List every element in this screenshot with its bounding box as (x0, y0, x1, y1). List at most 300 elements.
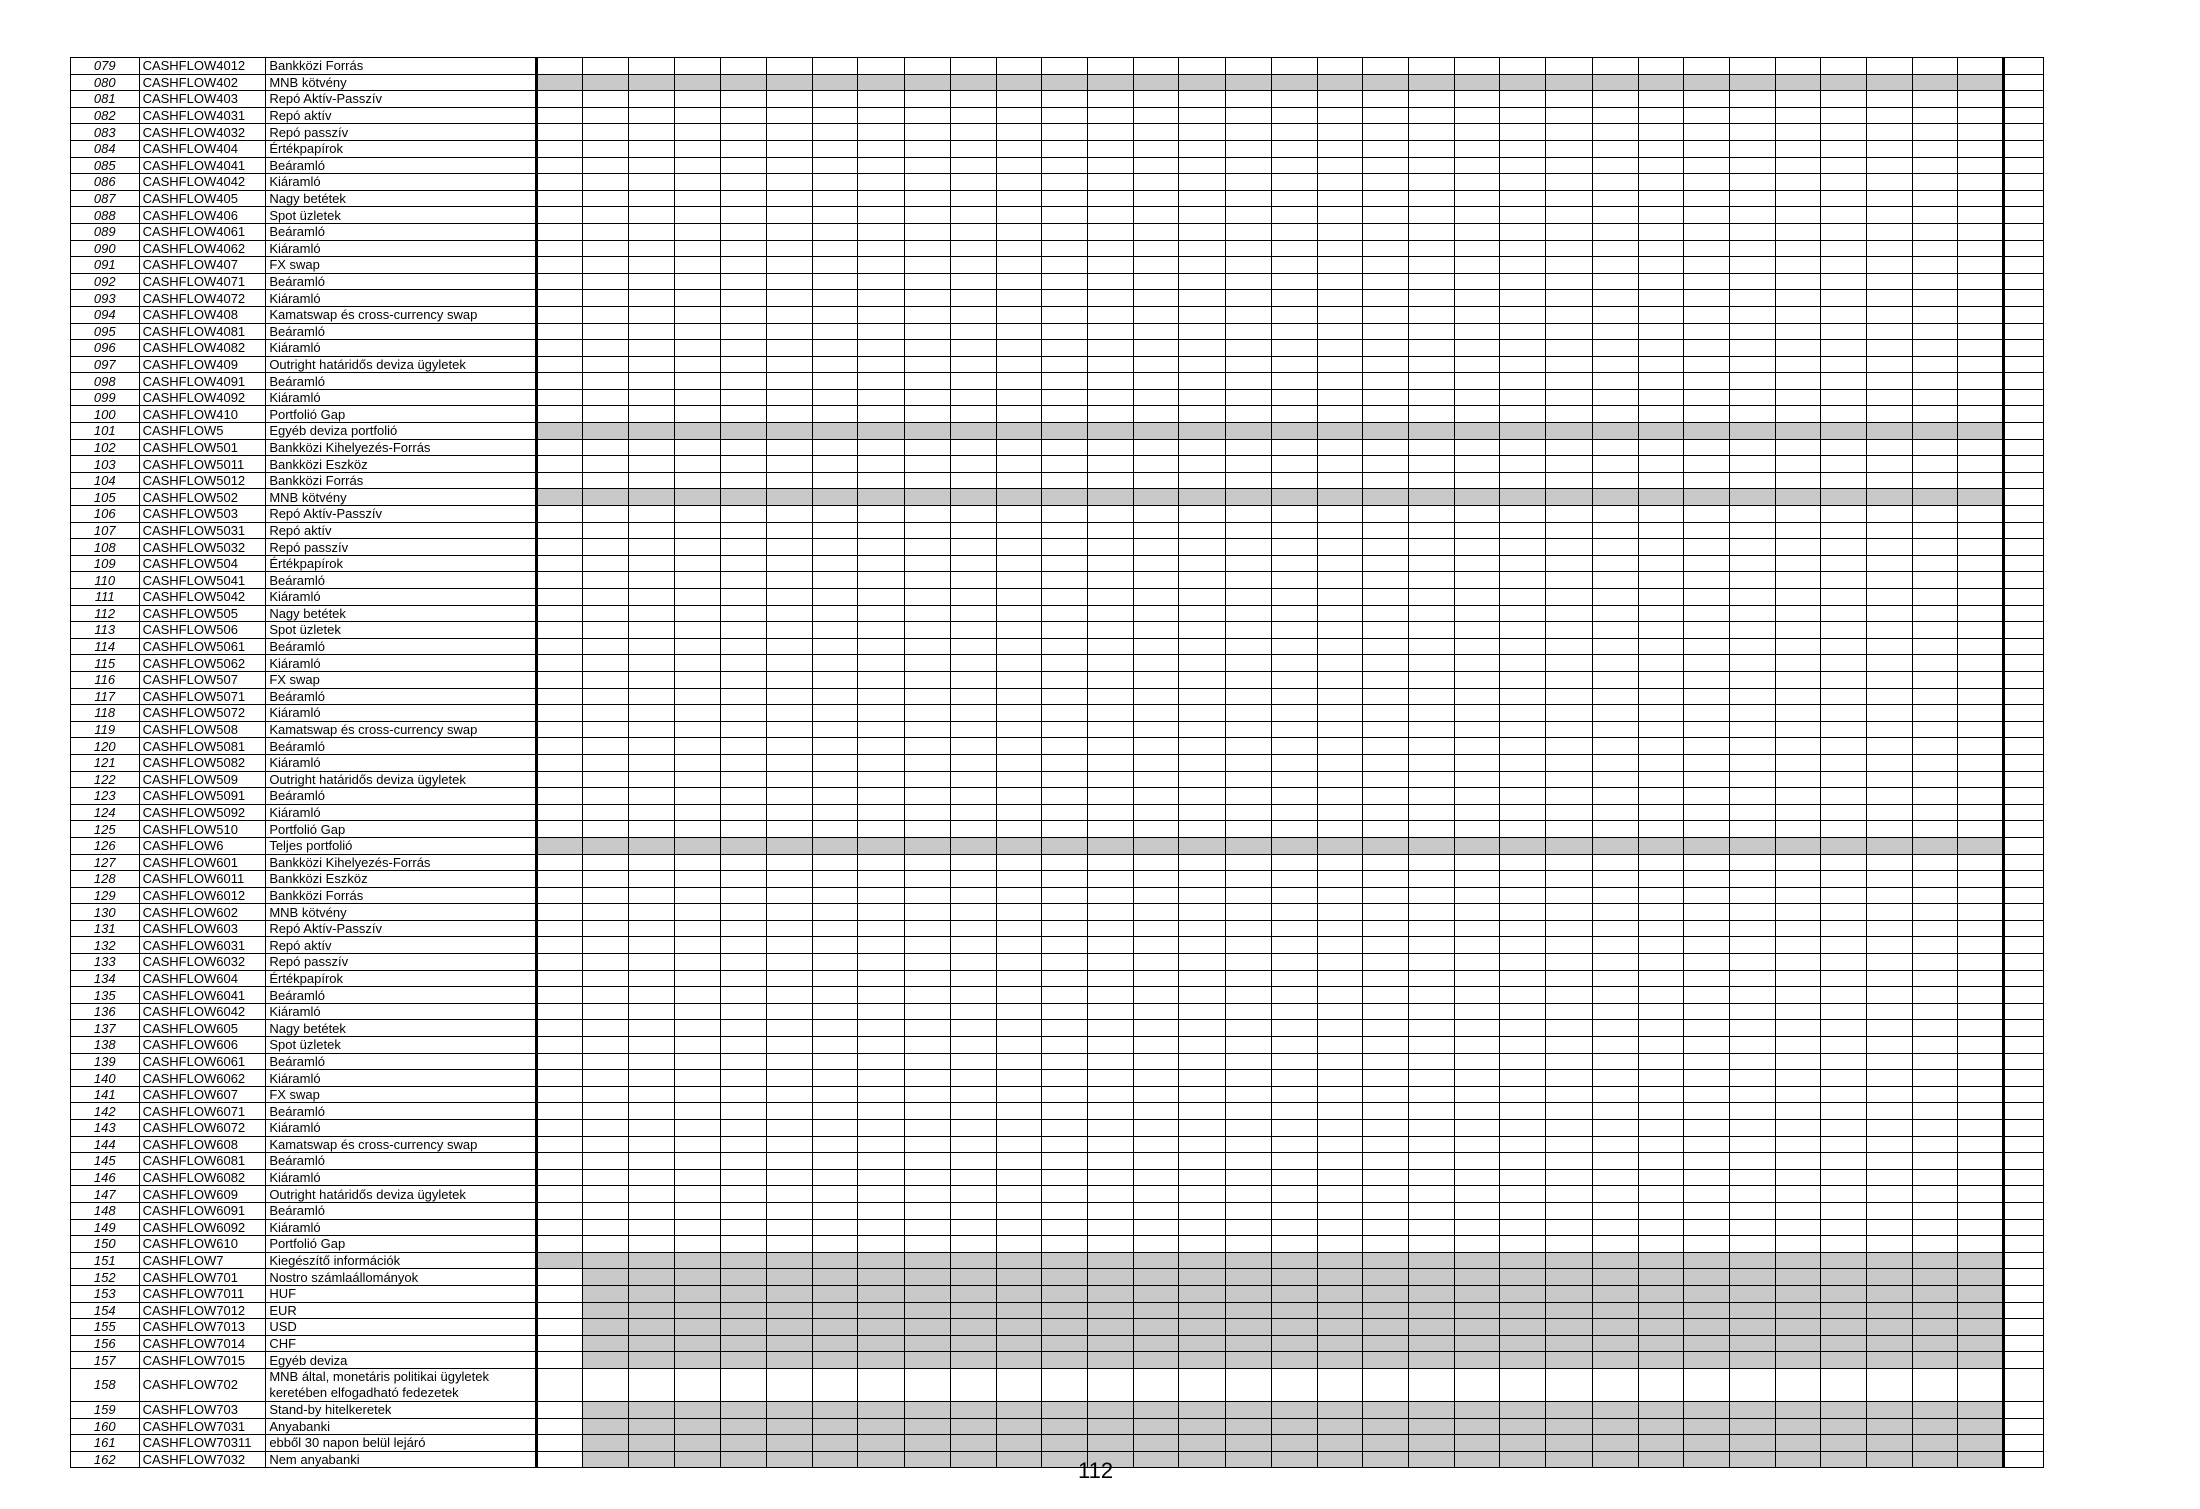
value-cell (1912, 555, 1958, 572)
value-cell (1408, 140, 1454, 157)
value-cell (1821, 373, 1867, 390)
value-cell (583, 837, 629, 854)
value-cell (1684, 1401, 1730, 1418)
value-cell (1271, 91, 1317, 108)
value-cell (1912, 1352, 1958, 1369)
value-cell (1729, 190, 1775, 207)
value-cell (996, 1219, 1042, 1236)
table-row (71, 1053, 2044, 1070)
value-cell (1958, 572, 2004, 589)
value-cell (721, 1202, 767, 1219)
value-cell (537, 987, 583, 1004)
value-cell (1821, 1352, 1867, 1369)
value-cell (1088, 539, 1134, 556)
value-cell (1638, 240, 1684, 257)
value-cell (905, 605, 951, 622)
value-cell (1958, 1070, 2004, 1087)
value-cell (1363, 107, 1409, 124)
value-cell (1684, 572, 1730, 589)
value-cell (1088, 788, 1134, 805)
total-cell (2004, 622, 2044, 639)
value-cell (905, 389, 951, 406)
row-label: Nagy betétek (266, 190, 537, 207)
value-cell (583, 423, 629, 440)
value-cell (1317, 306, 1363, 323)
value-cell (628, 522, 674, 539)
value-cell (1408, 1236, 1454, 1253)
value-cell (812, 439, 858, 456)
value-cell (950, 1086, 996, 1103)
value-cell (1821, 58, 1867, 75)
value-cell (674, 1252, 721, 1269)
total-cell (2004, 1401, 2044, 1418)
value-cell (1363, 1136, 1409, 1153)
value-cell (950, 589, 996, 606)
value-cell (905, 721, 951, 738)
value-cell (1179, 223, 1226, 240)
value-cell (1408, 1153, 1454, 1170)
table-row (71, 107, 2044, 124)
value-cell (1592, 124, 1638, 141)
table-row (71, 489, 2044, 506)
value-cell (628, 1285, 674, 1302)
value-cell (858, 1003, 905, 1020)
value-cell (1317, 539, 1363, 556)
value-cell (1363, 223, 1409, 240)
value-cell (767, 1319, 813, 1336)
value-cell (537, 638, 583, 655)
value-cell (1317, 1103, 1363, 1120)
value-cell (1821, 1435, 1867, 1452)
value-cell (1729, 1435, 1775, 1452)
row-code: CASHFLOW4081 (139, 323, 266, 340)
value-cell (1088, 954, 1134, 971)
value-cell (1775, 1153, 1821, 1170)
row-code: CASHFLOW410 (139, 406, 266, 423)
value-cell (858, 489, 905, 506)
value-cell (767, 91, 813, 108)
value-cell (1363, 539, 1409, 556)
value-cell (1408, 373, 1454, 390)
value-cell (537, 771, 583, 788)
table-row (71, 1120, 2044, 1137)
value-cell (1454, 788, 1500, 805)
table-row (71, 1070, 2044, 1087)
value-cell (1133, 290, 1179, 307)
value-cell (1958, 389, 2004, 406)
value-cell (812, 522, 858, 539)
value-cell (1088, 970, 1134, 987)
value-cell (1271, 1302, 1317, 1319)
value-cell (1271, 190, 1317, 207)
value-cell (674, 1435, 721, 1452)
value-cell (1500, 1219, 1546, 1236)
value-cell (996, 655, 1042, 672)
value-cell (1638, 837, 1684, 854)
row-code: CASHFLOW6011 (139, 871, 266, 888)
value-cell (858, 1202, 905, 1219)
value-cell (1500, 1169, 1546, 1186)
value-cell (1271, 572, 1317, 589)
value-cell (1363, 605, 1409, 622)
value-cell (1271, 174, 1317, 191)
row-label: Kamatswap és cross-currency swap (266, 1136, 537, 1153)
value-cell (1133, 456, 1179, 473)
value-cell (1684, 1086, 1730, 1103)
value-cell (1912, 439, 1958, 456)
value-cell (1317, 124, 1363, 141)
value-cell (1454, 323, 1500, 340)
value-cell (1684, 1120, 1730, 1137)
value-cell (583, 904, 629, 921)
row-code: CASHFLOW501 (139, 439, 266, 456)
value-cell (1958, 738, 2004, 755)
value-cell (1500, 1037, 1546, 1054)
value-cell (583, 1319, 629, 1336)
value-cell (1088, 1368, 1134, 1401)
value-cell (1729, 389, 1775, 406)
value-cell (812, 1003, 858, 1020)
value-cell (812, 970, 858, 987)
row-code: CASHFLOW610 (139, 1236, 266, 1253)
value-cell (1729, 439, 1775, 456)
total-cell (2004, 738, 2044, 755)
value-cell (1500, 306, 1546, 323)
value-cell (1408, 356, 1454, 373)
value-cell (767, 1169, 813, 1186)
value-cell (1226, 738, 1272, 755)
value-cell (537, 506, 583, 523)
total-cell (2004, 904, 2044, 921)
value-cell (1454, 904, 1500, 921)
value-cell (1271, 920, 1317, 937)
value-cell (1546, 837, 1593, 854)
value-cell (1317, 1120, 1363, 1137)
total-cell (2004, 589, 2044, 606)
value-cell (1317, 240, 1363, 257)
value-cell (1454, 688, 1500, 705)
value-cell (1821, 1202, 1867, 1219)
value-cell (950, 1401, 996, 1418)
value-cell (537, 356, 583, 373)
value-cell (1684, 954, 1730, 971)
value-cell (1684, 522, 1730, 539)
value-cell (1821, 207, 1867, 224)
row-label: Kiáramló (266, 804, 537, 821)
value-cell (1454, 804, 1500, 821)
value-cell (628, 1252, 674, 1269)
value-cell (950, 323, 996, 340)
value-cell (1775, 572, 1821, 589)
value-cell (1546, 688, 1593, 705)
value-cell (1179, 373, 1226, 390)
value-cell (1226, 671, 1272, 688)
value-cell (583, 157, 629, 174)
value-cell (858, 771, 905, 788)
value-cell (996, 124, 1042, 141)
value-cell (1408, 705, 1454, 722)
value-cell (1317, 1352, 1363, 1369)
value-cell (1454, 124, 1500, 141)
value-cell (674, 257, 721, 274)
value-cell (1684, 1070, 1730, 1087)
value-cell (1363, 1401, 1409, 1418)
row-label: Nagy betétek (266, 1020, 537, 1037)
row-number: 106 (71, 506, 140, 523)
value-cell (1546, 1202, 1593, 1219)
value-cell (905, 804, 951, 821)
row-code: CASHFLOW6012 (139, 887, 266, 904)
value-cell (950, 472, 996, 489)
value-cell (767, 1020, 813, 1037)
value-cell (1454, 937, 1500, 954)
value-cell (1179, 622, 1226, 639)
total-cell (2004, 74, 2044, 91)
value-cell (1821, 589, 1867, 606)
value-cell (905, 340, 951, 357)
value-cell (628, 1136, 674, 1153)
value-cell (1958, 1103, 2004, 1120)
value-cell (812, 423, 858, 440)
value-cell (950, 655, 996, 672)
value-cell (1363, 1285, 1409, 1302)
value-cell (767, 1136, 813, 1153)
row-code: CASHFLOW403 (139, 91, 266, 108)
value-cell (1912, 1252, 1958, 1269)
value-cell (996, 638, 1042, 655)
value-cell (583, 107, 629, 124)
total-cell (2004, 1053, 2044, 1070)
value-cell (1363, 1186, 1409, 1203)
value-cell (950, 74, 996, 91)
value-cell (1546, 74, 1593, 91)
value-cell (1684, 74, 1730, 91)
value-cell (1821, 1219, 1867, 1236)
value-cell (537, 655, 583, 672)
value-cell (1363, 522, 1409, 539)
value-cell (674, 1202, 721, 1219)
value-cell (996, 738, 1042, 755)
value-cell (858, 1103, 905, 1120)
value-cell (1867, 506, 1913, 523)
value-cell (1408, 1086, 1454, 1103)
value-cell (812, 1153, 858, 1170)
table-row (71, 1302, 2044, 1319)
value-cell (1133, 1103, 1179, 1120)
value-cell (1088, 837, 1134, 854)
value-cell (905, 1451, 951, 1468)
row-label: Nagy betétek (266, 605, 537, 622)
value-cell (1775, 423, 1821, 440)
value-cell (1684, 788, 1730, 805)
value-cell (1546, 174, 1593, 191)
value-cell (721, 1335, 767, 1352)
value-cell (583, 655, 629, 672)
value-cell (674, 174, 721, 191)
value-cell (1958, 1435, 2004, 1452)
value-cell (721, 1070, 767, 1087)
value-cell (1226, 439, 1272, 456)
row-number: 149 (71, 1219, 140, 1236)
value-cell (950, 489, 996, 506)
value-cell (1638, 472, 1684, 489)
total-cell (2004, 472, 2044, 489)
value-cell (1317, 1003, 1363, 1020)
value-cell (1684, 655, 1730, 672)
value-cell (1088, 506, 1134, 523)
value-cell (1133, 671, 1179, 688)
value-cell (1500, 140, 1546, 157)
value-cell (1500, 1451, 1546, 1468)
value-cell (905, 1169, 951, 1186)
value-cell (1408, 456, 1454, 473)
value-cell (767, 854, 813, 871)
value-cell (858, 754, 905, 771)
value-cell (1729, 1285, 1775, 1302)
value-cell (1912, 157, 1958, 174)
value-cell (767, 589, 813, 606)
total-cell (2004, 754, 2044, 771)
value-cell (628, 987, 674, 1004)
value-cell (1821, 1302, 1867, 1319)
table-row (71, 1136, 2044, 1153)
value-cell (1912, 74, 1958, 91)
value-cell (628, 721, 674, 738)
value-cell (1775, 1219, 1821, 1236)
value-cell (1179, 107, 1226, 124)
value-cell (1546, 1319, 1593, 1336)
value-cell (1912, 356, 1958, 373)
table-row (71, 539, 2044, 556)
value-cell (721, 1020, 767, 1037)
value-cell (905, 854, 951, 871)
value-cell (628, 622, 674, 639)
value-cell (950, 920, 996, 937)
value-cell (1317, 854, 1363, 871)
value-cell (1958, 1352, 2004, 1369)
value-cell (1592, 589, 1638, 606)
value-cell (1821, 937, 1867, 954)
value-cell (1179, 1169, 1226, 1186)
value-cell (1958, 58, 2004, 75)
value-cell (1133, 1053, 1179, 1070)
value-cell (1088, 1236, 1134, 1253)
value-cell (1958, 920, 2004, 937)
row-number: 142 (71, 1103, 140, 1120)
value-cell (1684, 1236, 1730, 1253)
value-cell (905, 671, 951, 688)
row-label: Kiáramló (266, 389, 537, 406)
value-cell (721, 904, 767, 921)
value-cell (1454, 605, 1500, 622)
value-cell (1821, 1020, 1867, 1037)
value-cell (996, 306, 1042, 323)
row-code: CASHFLOW605 (139, 1020, 266, 1037)
value-cell (1958, 1236, 2004, 1253)
value-cell (721, 589, 767, 606)
value-cell (1958, 522, 2004, 539)
value-cell (1592, 58, 1638, 75)
value-cell (1592, 356, 1638, 373)
value-cell (1133, 1451, 1179, 1468)
value-cell (1684, 1418, 1730, 1435)
value-cell (1729, 1086, 1775, 1103)
row-number: 159 (71, 1401, 140, 1418)
value-cell (1684, 771, 1730, 788)
row-label: Beáramló (266, 1202, 537, 1219)
value-cell (1958, 124, 2004, 141)
total-cell (2004, 1319, 2044, 1336)
value-cell (1638, 887, 1684, 904)
value-cell (1958, 1269, 2004, 1286)
value-cell (1912, 1219, 1958, 1236)
value-cell (1638, 439, 1684, 456)
value-cell (858, 1186, 905, 1203)
value-cell (537, 323, 583, 340)
value-cell (537, 423, 583, 440)
value-cell (858, 821, 905, 838)
total-cell (2004, 1352, 2044, 1369)
value-cell (583, 1219, 629, 1236)
value-cell (1638, 589, 1684, 606)
value-cell (1500, 821, 1546, 838)
value-cell (674, 622, 721, 639)
value-cell (1042, 655, 1088, 672)
value-cell (1408, 539, 1454, 556)
value-cell (674, 1319, 721, 1336)
value-cell (858, 91, 905, 108)
value-cell (1684, 1252, 1730, 1269)
value-cell (721, 837, 767, 854)
value-cell (1638, 356, 1684, 373)
value-cell (674, 987, 721, 1004)
value-cell (905, 290, 951, 307)
value-cell (1226, 572, 1272, 589)
value-cell (583, 1136, 629, 1153)
value-cell (1638, 871, 1684, 888)
value-cell (1821, 107, 1867, 124)
value-cell (1088, 456, 1134, 473)
value-cell (1867, 223, 1913, 240)
row-label: Kiegészítő információk (266, 1252, 537, 1269)
row-code: CASHFLOW405 (139, 190, 266, 207)
value-cell (1684, 174, 1730, 191)
value-cell (1638, 257, 1684, 274)
value-cell (1317, 456, 1363, 473)
value-cell (1042, 323, 1088, 340)
table-row (71, 605, 2044, 622)
value-cell (1454, 1020, 1500, 1037)
value-cell (1729, 1103, 1775, 1120)
value-cell (674, 240, 721, 257)
value-cell (1088, 439, 1134, 456)
value-cell (1226, 157, 1272, 174)
value-cell (1271, 1401, 1317, 1418)
total-cell (2004, 887, 2044, 904)
value-cell (1363, 323, 1409, 340)
value-cell (1226, 273, 1272, 290)
value-cell (1042, 1368, 1088, 1401)
value-cell (1729, 472, 1775, 489)
value-cell (905, 223, 951, 240)
value-cell (1042, 1153, 1088, 1170)
value-cell (1775, 74, 1821, 91)
value-cell (858, 904, 905, 921)
row-code: CASHFLOW4061 (139, 223, 266, 240)
value-cell (1729, 1020, 1775, 1037)
value-cell (1592, 1302, 1638, 1319)
value-cell (996, 605, 1042, 622)
